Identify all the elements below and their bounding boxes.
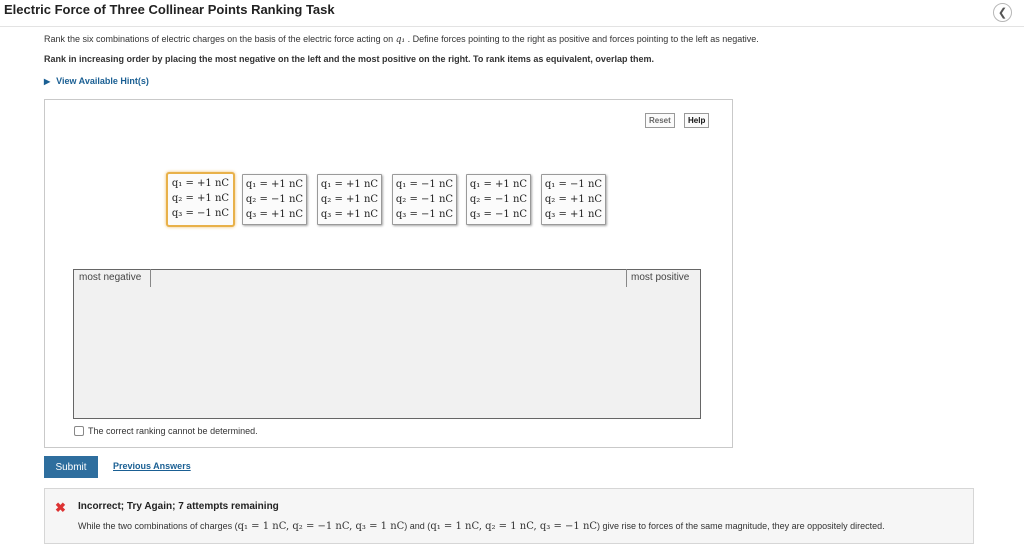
chevron-left-icon: ❮ bbox=[997, 7, 1008, 19]
label-divider-left bbox=[150, 269, 151, 287]
most-negative-label: most negative bbox=[79, 272, 142, 283]
tile-q3: q₃ = +1 nC bbox=[544, 209, 603, 220]
label-divider-right bbox=[626, 269, 627, 287]
tile-q2: q₂ = −1 nC bbox=[395, 194, 454, 205]
previous-answers-link[interactable]: Previous Answers bbox=[113, 461, 191, 471]
tile-q2: q₂ = +1 nC bbox=[320, 194, 379, 205]
feedback-box bbox=[44, 488, 974, 544]
view-hints-link[interactable]: ▶ View Available Hint(s) bbox=[44, 76, 149, 86]
tile-q2: q₂ = +1 nC bbox=[171, 193, 230, 204]
tile-q3: q₃ = +1 nC bbox=[320, 209, 379, 220]
most-positive-label: most positive bbox=[631, 272, 690, 283]
instructions-line-1: Rank the six combinations of electric charges on the basis of the electric force acting on q₁ . Define forces pointing to the right as positive and forces pointing to the left as negative. bbox=[44, 34, 759, 45]
tile-q3: q₃ = −1 nC bbox=[395, 209, 454, 220]
charge-tile-5[interactable] bbox=[466, 174, 531, 225]
submit-button[interactable]: Submit bbox=[44, 456, 98, 478]
reset-button[interactable]: Reset bbox=[645, 113, 675, 128]
tile-q1: q₁ = +1 nC bbox=[469, 179, 528, 190]
tile-q1: q₁ = +1 nC bbox=[171, 178, 230, 189]
instructions-line-2: Rank in increasing order by placing the most negative on the left and the most positive on the right. To rank items as equivalent, overlap them. bbox=[44, 54, 654, 64]
tile-q3: q₃ = −1 nC bbox=[469, 209, 528, 220]
feedback-body: While the two combinations of charges (q₁ = 1 nC, q₂ = −1 nC, q₃ = 1 nC) and (q₁ = 1 nC, q₂ = 1 nC, q₃ = −1 nC) give rise to forces of the same magnitude, they are oppositely directed. bbox=[78, 521, 885, 532]
charge-tile-3[interactable] bbox=[317, 174, 382, 225]
charge-tile-6[interactable] bbox=[541, 174, 606, 225]
help-button[interactable]: Help bbox=[684, 113, 709, 128]
charge-tile-2[interactable] bbox=[242, 174, 307, 225]
tile-q2: q₂ = −1 nC bbox=[245, 194, 304, 205]
tile-q1: q₁ = +1 nC bbox=[320, 179, 379, 190]
tile-q2: q₂ = −1 nC bbox=[469, 194, 528, 205]
triangle-right-icon: ▶ bbox=[44, 77, 51, 86]
charge-tile-4[interactable] bbox=[392, 174, 457, 225]
collapse-button[interactable] bbox=[993, 3, 1012, 22]
title-divider bbox=[0, 26, 1024, 27]
tile-q1: q₁ = −1 nC bbox=[544, 179, 603, 190]
page-title: Electric Force of Three Collinear Points Ranking Task bbox=[4, 2, 335, 17]
charge-tile-1[interactable] bbox=[166, 172, 235, 227]
tile-q1: q₁ = −1 nC bbox=[395, 179, 454, 190]
tile-q2: q₂ = +1 nC bbox=[544, 194, 603, 205]
ranking-drop-zone[interactable] bbox=[73, 269, 701, 419]
feedback-heading: Incorrect; Try Again; 7 attempts remaining bbox=[78, 501, 279, 512]
tile-q3: q₃ = +1 nC bbox=[245, 209, 304, 220]
tile-q3: q₃ = −1 nC bbox=[171, 208, 230, 219]
cannot-determine-checkbox[interactable] bbox=[74, 426, 84, 436]
x-mark-icon: ✖ bbox=[55, 500, 66, 515]
tile-q1: q₁ = +1 nC bbox=[245, 179, 304, 190]
cannot-determine-label: The correct ranking cannot be determined. bbox=[88, 426, 258, 436]
